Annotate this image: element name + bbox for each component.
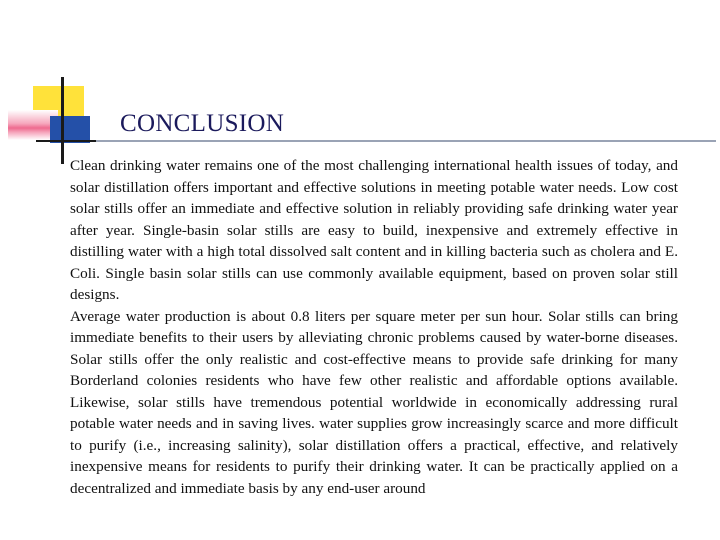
decorative-blue-square: [50, 116, 90, 143]
paragraph-2: Average water production is about 0.8 liters per square meter per sun hour. Solar stills can bring immediate benefits to their users by alleviating chronic problems caused by water-borne diseases. Solar stills offer the only realistic and cost-effective means to provide safe drinking for many Borderland colonies residents who have few other realistic and affordable options available. Likewise, solar stills have tremendous potential worldwide in economically addressing rural potable water needs and in saving lives. water supplies grow increasingly scarce and more difficult to purify (i.e., increasing salinity), solar distillation offers a practical, effective, and relatively inexpensive means for residents to purify their drinking water. It can be practically applied on a decentralized and immediate basis by any end-user around: [70, 307, 678, 497]
paragraph-1: Clean drinking water remains one of the most challenging international health issues of today, and solar distillation offers important and effective solutions in meeting potable water needs. Low cost solar stills offer an immediate and effective solution in reliably providing safe drinking water year after year. Single-basin solar stills are easy to build, inexpensive and extremely effective in distilling water with a high total dissolved salt content and in killing bacteria such as cholera and E. Coli. Single basin solar stills can use commonly available equipment, based on proven solar still designs.: [70, 157, 678, 303]
slide-title: CONCLUSION: [120, 110, 285, 137]
title-underline-accent: [36, 140, 96, 142]
title-underline: [36, 140, 716, 142]
decorative-vertical-line: [61, 77, 64, 164]
slide-body: [70, 155, 678, 499]
